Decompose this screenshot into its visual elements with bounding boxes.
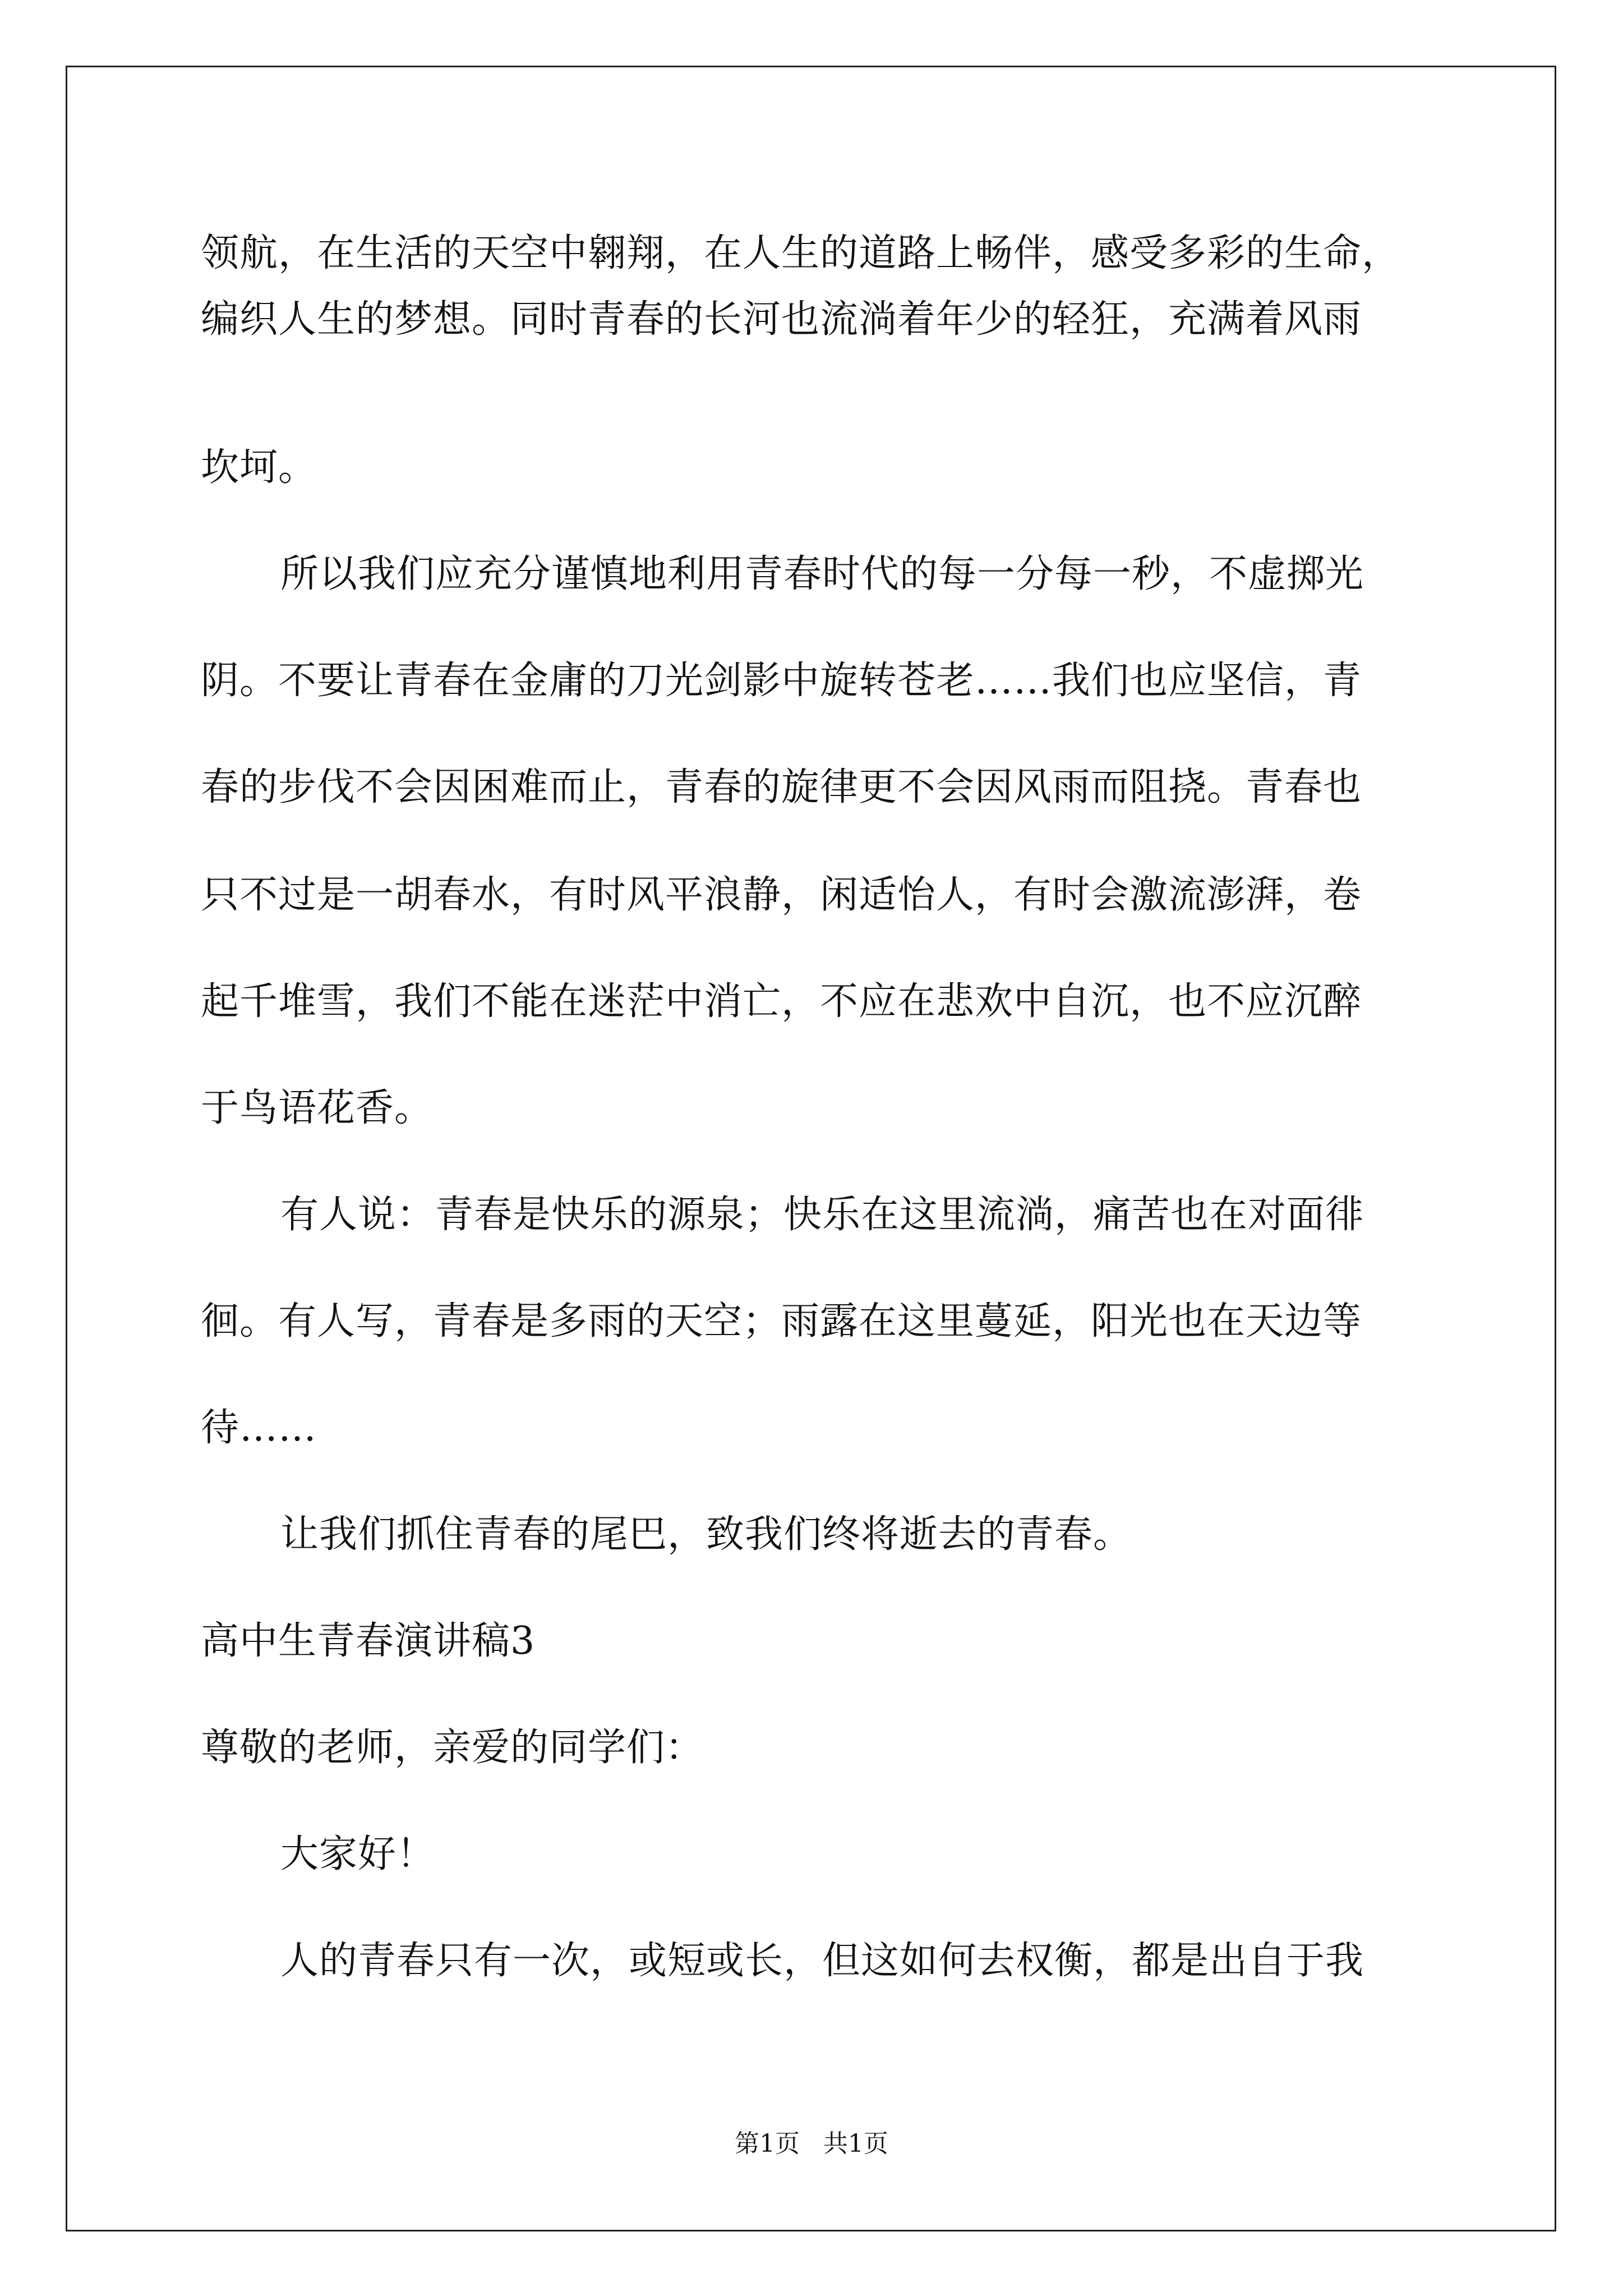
body-text-line: 于鸟语花香。 — [201, 1086, 434, 1130]
body-text-line: 徊。有人写，青春是多雨的天空；雨露在这里蔓延，阳光也在天边等 — [201, 1299, 1362, 1343]
body-text-line: 春的步伐不会因困难而止，青春的旋律更不会因风雨而阻挠。青春也 — [201, 765, 1362, 809]
body-text-line: 领航，在生活的天空中翱翔，在人生的道路上畅伴，感受多彩的生命， — [201, 231, 1401, 275]
body-text-line: 编织人生的梦想。同时青春的长河也流淌着年少的轻狂，充满着风雨 — [201, 297, 1362, 342]
body-text-line: 只不过是一胡春水，有时风平浪静，闲适怡人，有时会激流澎湃，卷 — [201, 873, 1362, 917]
paragraph-start-line: 人的青春只有一次，或短或长，但这如何去权衡，都是出自于我 — [280, 1939, 1364, 1983]
greeting: 大家好！ — [280, 1832, 436, 1876]
page-border — [66, 66, 1556, 2231]
paragraph-start-line: 有人说：青春是快乐的源泉；快乐在这里流淌，痛苦也在对面徘 — [280, 1193, 1364, 1237]
body-text-line: 待…… — [201, 1406, 317, 1450]
page-footer: 第1页 共1页 — [735, 2129, 888, 2158]
body-text-line: 坎坷。 — [201, 445, 317, 490]
paragraph-start-line: 让我们抓住青春的尾巴，致我们终将逝去的青春。 — [280, 1512, 1132, 1557]
body-text-line: 起千堆雪，我们不能在迷茫中消亡，不应在悲欢中自沉，也不应沉醉 — [201, 979, 1362, 1024]
section-heading: 高中生青春演讲稿3 — [201, 1619, 536, 1663]
body-text-line: 阴。不要让青春在金庸的刀光剑影中旋转苍老……我们也应坚信，青 — [201, 659, 1362, 703]
salutation: 尊敬的老师，亲爱的同学们： — [201, 1726, 704, 1770]
paragraph-start-line: 所以我们应充分谨慎地利用青春时代的每一分每一秒，不虚掷光 — [280, 552, 1364, 596]
